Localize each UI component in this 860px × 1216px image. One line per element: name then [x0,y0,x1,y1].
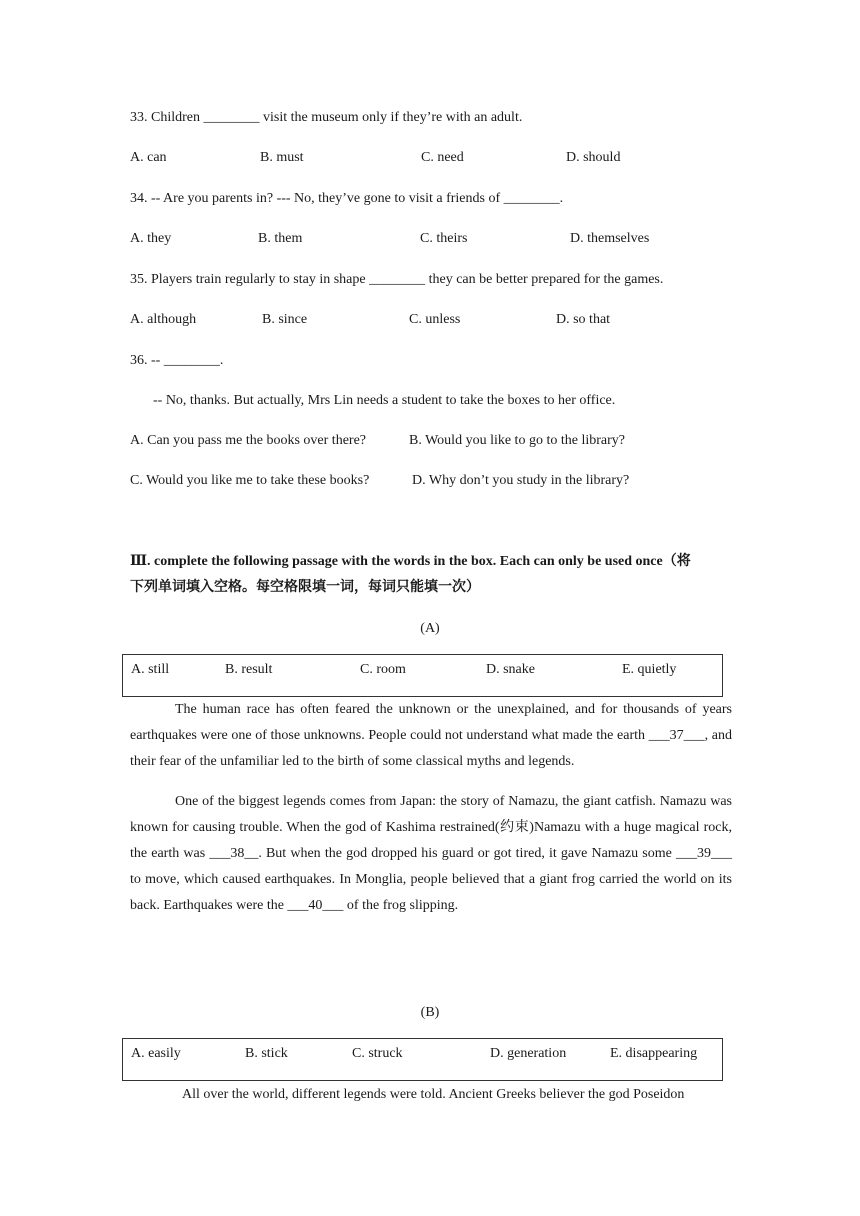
q35-option-c: C. unless [409,312,461,327]
q33-option-d: D. should [566,150,621,165]
section-3-title-line-2: 下列单词填入空格。每空格限填一词，每词只能填一次） [130,580,480,595]
section-3-title-line-1: Ⅲ. complete the following passage with the words in the box. Each can only be used once（将 [130,554,691,569]
q34-option-b: B. them [258,231,303,246]
q35-option-d: D. so that [556,312,611,327]
passage-b-word-box [122,1038,723,1081]
q34-option-c: C. theirs [420,231,468,246]
q36-option-d: D. Why don’t you study in the library? [412,473,630,488]
word-box-a-option-e: E. quietly [622,662,677,677]
word-box-b-option-e: E. disappearing [610,1046,698,1061]
q33-option-b: B. must [260,150,304,165]
q36-option-c: C. Would you like me to take these books? [130,473,370,488]
question-36-stem: 36. -- ________. [130,353,224,368]
question-34-stem: 34. -- Are you parents in? --- No, they’ve gone to visit a friends of ________. [130,191,564,206]
word-box-b-option-d: D. generation [490,1046,567,1061]
word-box-b-option-c: C. struck [352,1046,403,1061]
word-box-a-option-c: C. room [360,662,406,677]
q34-option-a: A. they [130,231,172,246]
q36-option-a: A. Can you pass me the books over there? [130,433,366,448]
passage-b-label: (B) [420,1005,440,1020]
word-box-a-option-d: D. snake [486,662,535,677]
passage-b-paragraph-1: All over the world, different legends were told. Ancient Greeks believer the god Poseidon [182,1087,685,1102]
q34-option-d: D. themselves [570,231,650,246]
question-35-stem: 35. Players train regularly to stay in shape ________ they can be better prepared for the games. [130,272,664,287]
passage-a-word-box [122,654,723,697]
q36-option-b: B. Would you like to go to the library? [409,433,625,448]
word-box-b-option-b: B. stick [245,1046,288,1061]
passage-a-label: (A) [420,621,440,636]
q33-option-c: C. need [421,150,464,165]
q33-option-a: A. can [130,150,167,165]
question-33-stem: 33. Children ________ visit the museum only if they’re with an adult. [130,110,523,125]
word-box-a-option-a: A. still [131,662,170,677]
word-box-b-option-a: A. easily [131,1046,181,1061]
passage-a-paragraph-1: The human race has often feared the unknown or the unexplained, and for thousands of years earthquakes were one of those unknowns. People could not understand what made the earth ___37___, and their fear of the unfamiliar led to the birth of some classical myths and legends. [130,702,732,769]
q35-option-a: A. although [130,312,197,327]
q35-option-b: B. since [262,312,308,327]
question-36-reply: -- No, thanks. But actually, Mrs Lin needs a student to take the boxes to her office. [153,393,616,408]
passage-a-paragraph-2: One of the biggest legends comes from Japan: the story of Namazu, the giant catfish. Namazu was known for causing trouble. When the god of Kashima restrained(约束)Namazu with a huge magical rock, the earth was ___38__. But when the god dropped his guard or got tired, it gave Namazu some ___39___ to move, which caused earthquakes. In Monglia, people believed that a giant frog carried the world on its back. Earthquakes were the ___40___ of the frog slipping. [130,794,732,913]
word-box-a-option-b: B. result [225,662,273,677]
